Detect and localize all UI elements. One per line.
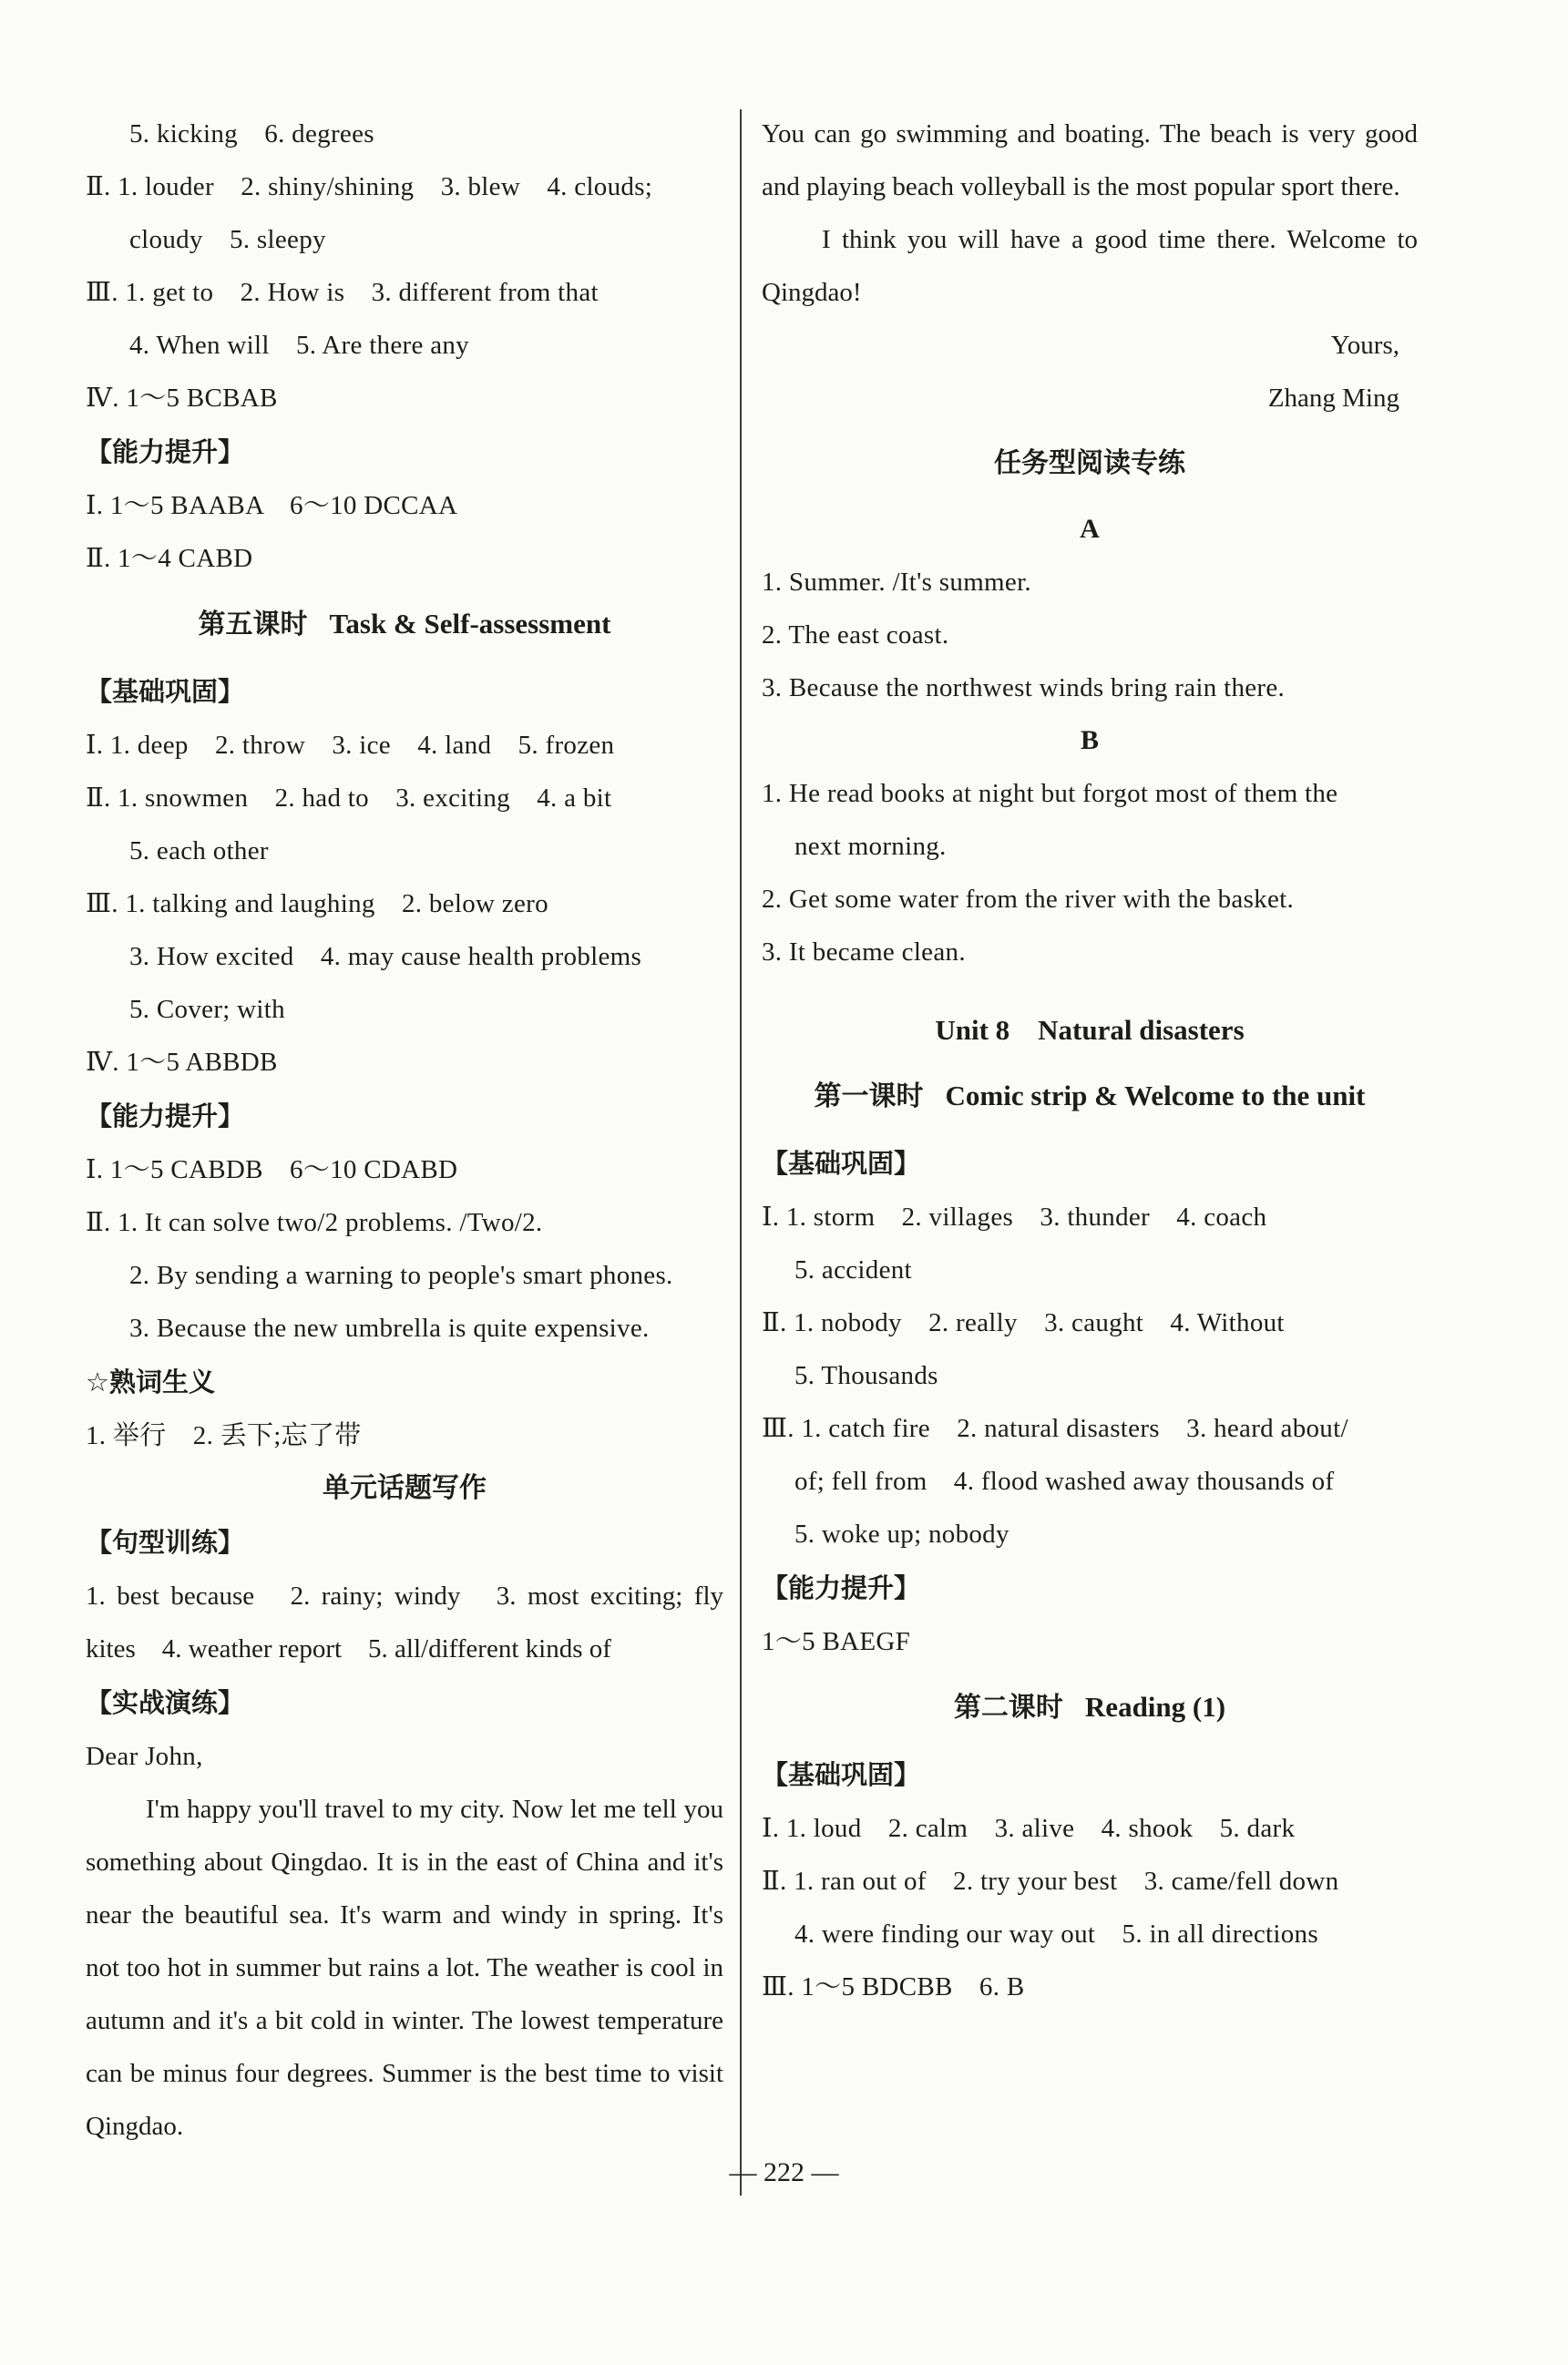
section-tag: 【实战演练】 (86, 1687, 245, 1718)
answer-line: Ⅲ. 1～5 BDCBB 6. B (762, 1972, 1025, 2002)
answer-line: 1. He read books at night but forgot most of them the (762, 779, 1338, 808)
unit-heading: Unit 8 Natural disasters (935, 1014, 1245, 1046)
lesson-heading-en: Comic strip & Welcome to the unit (945, 1080, 1366, 1111)
answer-line: 3. Because the new umbrella is quite expensive. (129, 1314, 650, 1343)
answer-line: Ⅰ. 1～5 CABDB 6～10 CDABD (86, 1155, 458, 1184)
lesson-heading-en: Task & Self-assessment (329, 608, 611, 640)
lesson-heading-cn: 第五课时 (198, 609, 308, 640)
writing-heading: 单元话题写作 (323, 1472, 487, 1504)
practice-heading: 任务型阅读专练 (994, 447, 1185, 479)
answer-line: 1～5 BAEGF (762, 1627, 911, 1656)
answer-line: 1. 举行 2. 丢下;忘了带 (86, 1421, 362, 1450)
section-tag: ☆熟词生义 (86, 1367, 215, 1398)
answer-line: 5. Cover; with (129, 995, 285, 1024)
section-tag: 【基础巩固】 (762, 1759, 921, 1790)
answer-line: Ⅱ. 1. It can solve two/2 problems. /Two/2. (86, 1208, 543, 1237)
answer-line: Ⅰ. 1. deep 2. throw 3. ice 4. land 5. frozen (86, 731, 615, 760)
answer-line: 2. Get some water from the river with the basket. (762, 885, 1295, 914)
section-tag: 【基础巩固】 (86, 676, 245, 707)
right-column (762, 108, 1418, 2013)
answer-line: Ⅲ. 1. get to 2. How is 3. different from that (86, 278, 599, 307)
section-tag: 【能力提升】 (86, 436, 245, 467)
answer-line: 1. Summer. /It's summer. (762, 568, 1031, 597)
answer-line: 2. The east coast. (762, 620, 949, 650)
answer-line: 5. kicking 6. degrees (129, 119, 374, 148)
answer-line: 3. It became clean. (762, 937, 966, 967)
answer-line: 4. When will 5. Are there any (129, 331, 469, 360)
answer-line: Ⅲ. 1. catch fire 2. natural disasters 3. heard about/ (762, 1414, 1348, 1443)
answer-line: Ⅲ. 1. talking and laughing 2. below zero (86, 889, 548, 918)
letter-body: I think you will have a good time there. Welcome to Qingdao! (762, 225, 1418, 307)
letter-body: You can go swimming and boating. The beach is very good and playing beach volleyball is the most popular sport there. (762, 119, 1418, 201)
lesson-heading-cn: 第一课时 (814, 1080, 924, 1112)
letter-signature: Zhang Ming (1267, 384, 1399, 413)
lesson-heading (762, 1070, 1418, 1123)
answer-line: next morning. (794, 832, 947, 861)
answer-line: Ⅰ. 1. storm 2. villages 3. thunder 4. coach (762, 1203, 1267, 1232)
passage-label: B (1080, 725, 1099, 755)
answer-line: cloudy 5. sleepy (129, 225, 326, 254)
answer-line: of; fell from 4. flood washed away thousands of (794, 1467, 1335, 1496)
left-column (86, 108, 723, 2153)
answer-line: Ⅰ. 1～5 BAABA 6～10 DCCAA (86, 491, 458, 520)
letter-closing: Yours, (1330, 331, 1399, 360)
answer-line: Ⅰ. 1. loud 2. calm 3. alive 4. shook 5. dark (762, 1814, 1296, 1843)
lesson-heading-cn: 第二课时 (953, 1692, 1063, 1724)
answer-line: 3. How excited 4. may cause health problems (129, 942, 642, 971)
passage-label: A (1080, 514, 1100, 544)
answer-line: Ⅱ. 1. ran out of 2. try your best 3. came/fell down (762, 1867, 1339, 1896)
answer-line: Ⅱ. 1. louder 2. shiny/shining 3. blew 4. clouds; (86, 172, 653, 201)
answer-line: 5. each other (129, 836, 269, 865)
lesson-heading (762, 1681, 1418, 1735)
answer-line: Ⅳ. 1～5 BCBAB (86, 384, 278, 413)
section-tag: 【能力提升】 (762, 1572, 921, 1603)
answer-line: Ⅱ. 1～4 CABD (86, 544, 253, 573)
answer-line: 2. By sending a warning to people's smart phones. (129, 1261, 673, 1290)
section-tag: 【基础巩固】 (762, 1148, 921, 1179)
answer-line: 5. Thousands (794, 1361, 938, 1390)
lesson-heading-en: Reading (1) (1084, 1691, 1226, 1723)
lesson-heading (86, 598, 723, 651)
answer-paragraph: 1. best because 2. rainy; windy 3. most exciting; fly kites 4. weather report 5. all/different kinds of (86, 1582, 723, 1664)
answer-line: Ⅳ. 1～5 ABBDB (86, 1048, 278, 1077)
answer-line: 4. were finding our way out 5. in all directions (794, 1920, 1318, 1949)
column-divider (740, 109, 742, 2196)
answer-line: 5. woke up; nobody (794, 1520, 1009, 1549)
answer-line: Ⅱ. 1. nobody 2. really 3. caught 4. Without (762, 1308, 1285, 1337)
section-tag: 【句型训练】 (86, 1527, 245, 1558)
letter-greeting: Dear John, (86, 1742, 203, 1771)
answer-line: 5. accident (794, 1255, 912, 1285)
answer-line: Ⅱ. 1. snowmen 2. had to 3. exciting 4. a bit (86, 783, 612, 813)
letter-body: I'm happy you'll travel to my city. Now let me tell you something about Qingdao. It is in the east of China and it's near the beautiful sea. It's warm and windy in spring. It's not too hot in summer but rains a lot. The weather is cool in autumn and it's a bit cold in winter. The lowest temperature can be minus four degrees. Summer is the best time to visit Qingdao. (86, 1795, 723, 2141)
section-tag: 【能力提升】 (86, 1101, 245, 1131)
page-number: — 222 — (729, 2157, 839, 2187)
answer-line: 3. Because the northwest winds bring rain there. (762, 673, 1286, 702)
